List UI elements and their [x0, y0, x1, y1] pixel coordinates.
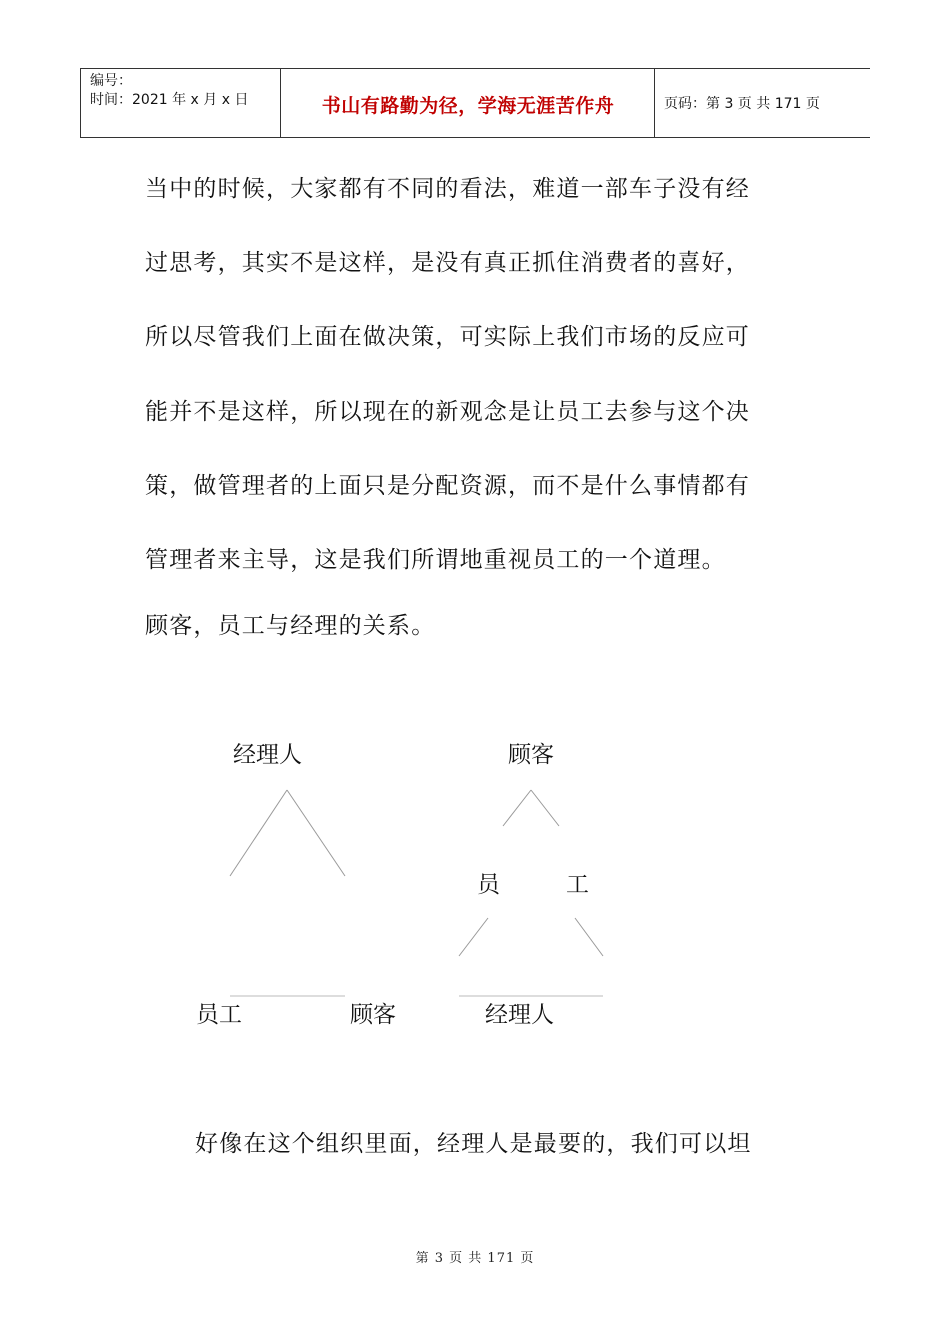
right-middle-right-label: 工 — [566, 872, 589, 898]
body-line-1: 当中的时候，大家都有不同的看法，难道一部车子没有经 — [145, 176, 750, 202]
header-number: 编号： — [90, 73, 132, 89]
body-line-3: 所以尽管我们上面在做决策，可实际上我们市场的反应可 — [145, 324, 750, 350]
header-time: 时间：2021 年 x 月 x 日 — [90, 92, 249, 108]
right-tree-line-bottom-left — [459, 918, 488, 956]
left-top-label: 经理人 — [233, 742, 302, 768]
left-bottom-right-label: 顾客 — [350, 1002, 396, 1028]
right-bottom-label: 经理人 — [485, 1002, 554, 1028]
body-line-7: 顾客，员工与经理的关系。 — [145, 613, 436, 639]
left-tree-line-left — [230, 790, 287, 876]
header-motto: 书山有路勤为径，学海无涯苦作舟 — [321, 95, 615, 117]
left-tree-line-right — [287, 790, 345, 876]
body-line-2: 过思考，其实不是这样，是没有真正抓住消费者的喜好， — [145, 250, 750, 276]
right-middle-left-label: 员 — [477, 872, 500, 898]
right-tree-line-top-left — [503, 790, 531, 826]
body-line-4: 能并不是这样，所以现在的新观念是让员工去参与这个决 — [145, 399, 750, 425]
body-line-6: 管理者来主导，这是我们所谓地重视员工的一个道理。 — [145, 547, 726, 573]
body-closing-line: 好像在这个组织里面，经理人是最要的，我们可以坦 — [195, 1131, 752, 1157]
right-tree-line-bottom-right — [575, 918, 603, 956]
right-tree-line-top-right — [531, 790, 559, 826]
right-top-label: 顾客 — [508, 742, 554, 768]
left-bottom-left-label: 员工 — [196, 1002, 242, 1028]
page-footer: 第 3 页 共 171 页 — [415, 1251, 535, 1266]
header-page-label: 页码：第 3 页 共 171 页 — [664, 96, 820, 112]
body-line-5: 策，做管理者的上面只是分配资源，而不是什么事情都有 — [145, 473, 750, 499]
